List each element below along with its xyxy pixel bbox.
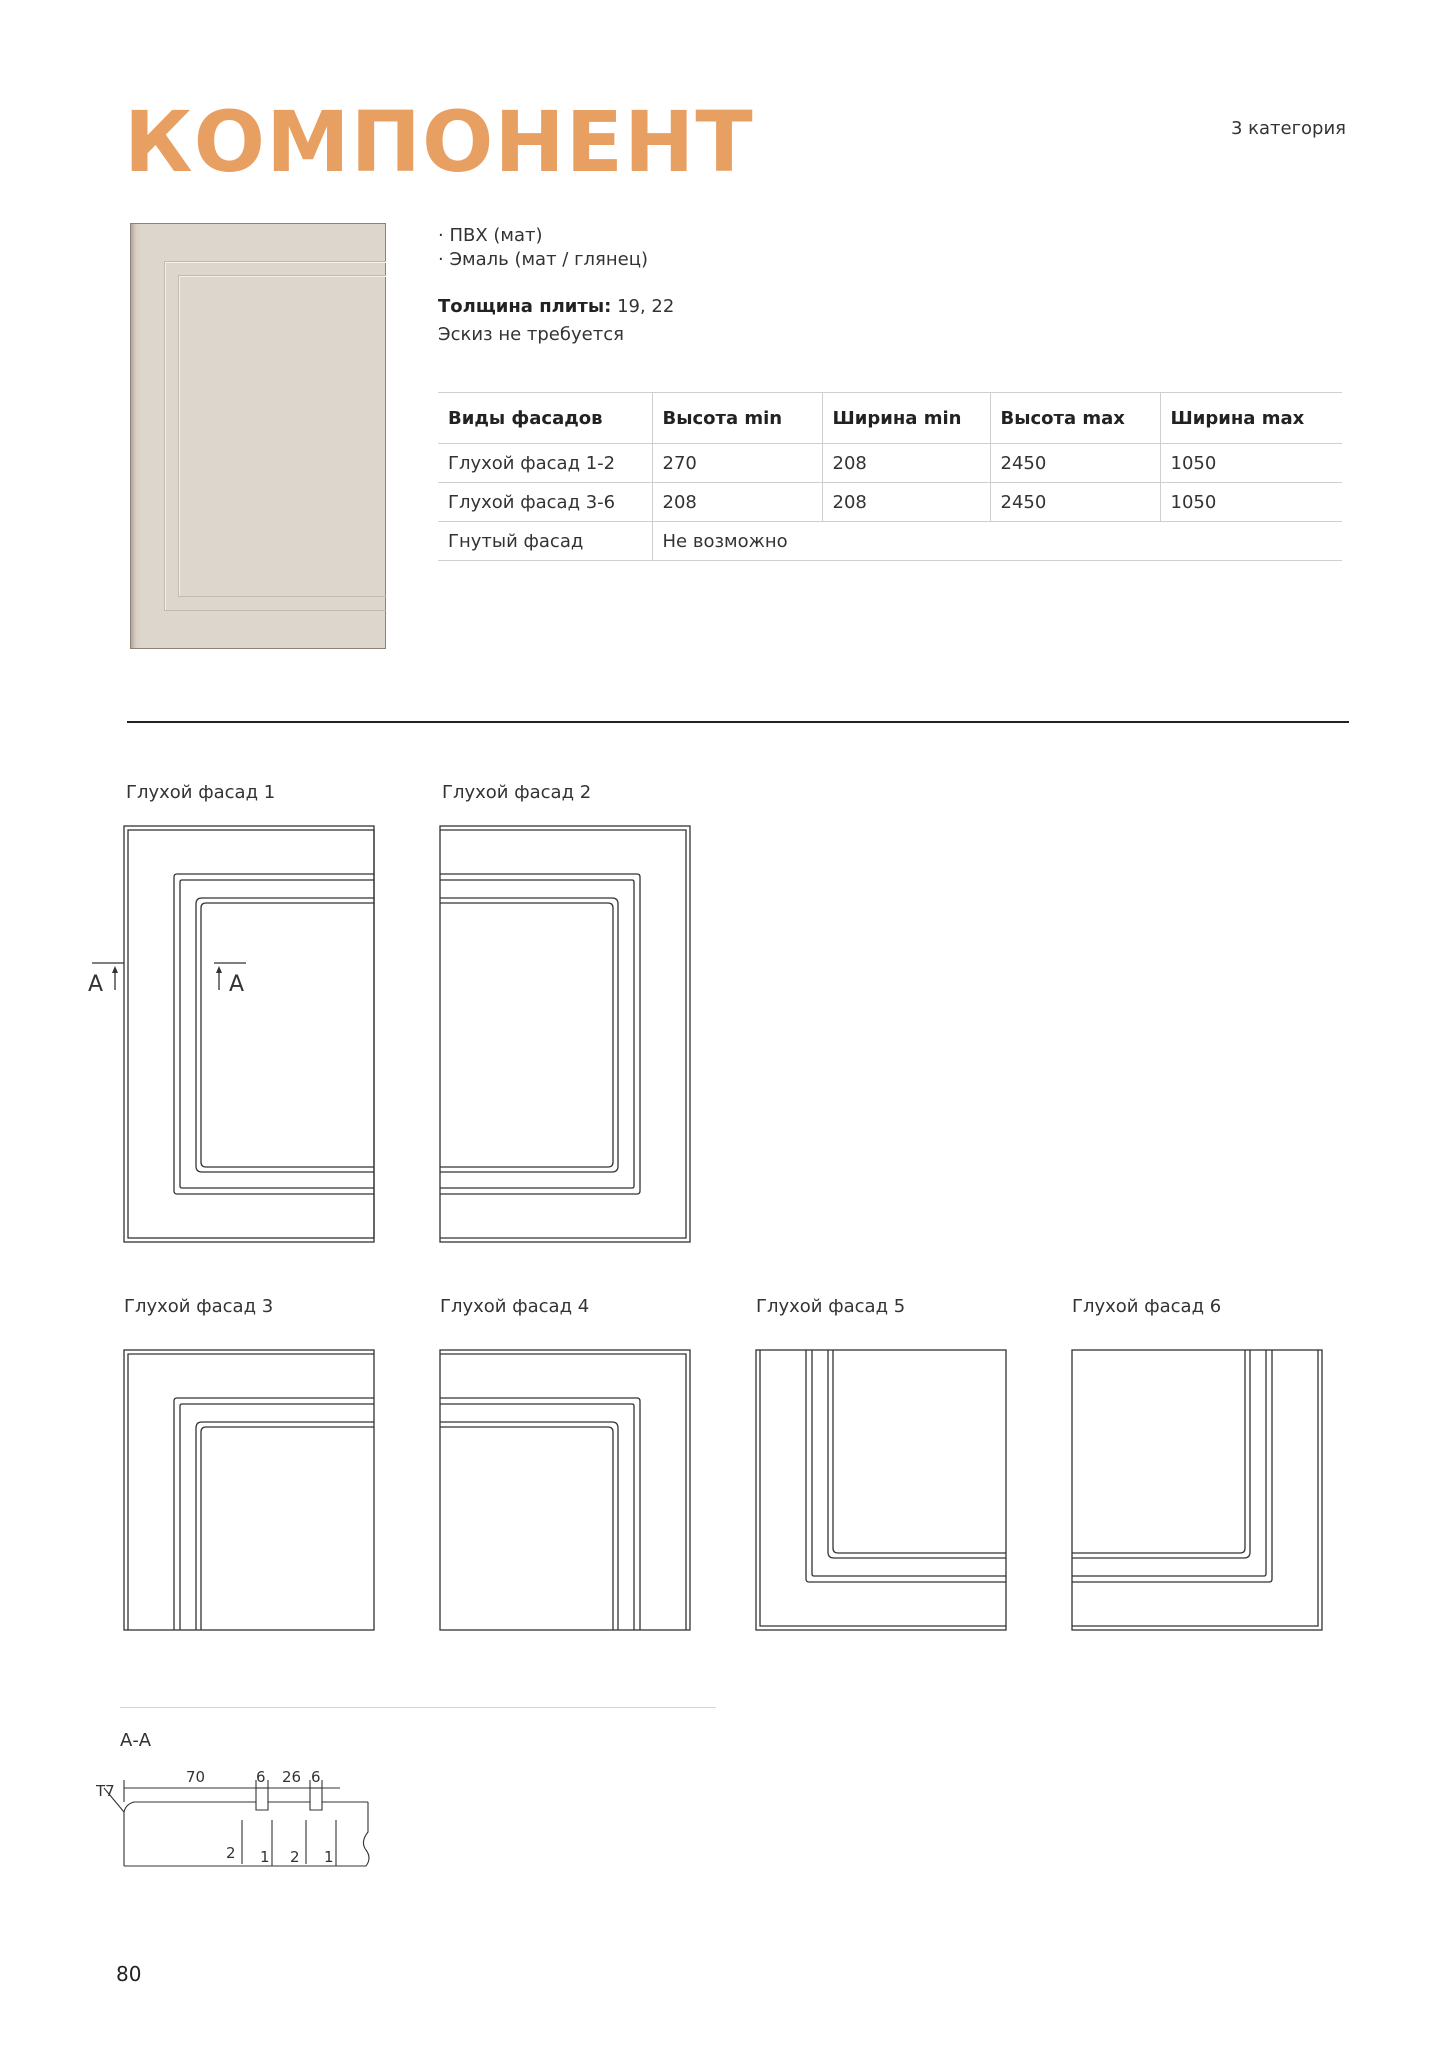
facade-5-drawing [756, 1350, 1006, 1630]
thickness-label: Толщина плиты: [438, 296, 612, 317]
dim-6b: 6 [311, 1770, 321, 1786]
facade-4-drawing [440, 1350, 690, 1630]
table-cell: 1050 [1160, 444, 1342, 483]
section-marker: A [229, 972, 245, 997]
column-header: Высота max [990, 393, 1160, 444]
table-cell: 2450 [990, 444, 1160, 483]
table-cell: 208 [822, 444, 990, 483]
table-cell: Глухой фасад 1-2 [438, 444, 652, 483]
dim-t7: T7 [96, 1782, 115, 1800]
dim-6a: 6 [256, 1770, 266, 1786]
dim-2b: 2 [290, 1848, 300, 1866]
section-marker: A [88, 972, 104, 997]
facade-6-drawing [1072, 1350, 1322, 1630]
material-item: · ПВХ (мат) [438, 225, 543, 246]
column-header: Ширина min [822, 393, 990, 444]
material-item: · Эмаль (мат / глянец) [438, 249, 648, 270]
facade-2-drawing [440, 826, 690, 1242]
dim-70: 70 [186, 1770, 206, 1786]
facade-3-drawing [124, 1350, 374, 1630]
table-cell: Глухой фасад 3-6 [438, 483, 652, 522]
table-cell: 208 [822, 483, 990, 522]
section-title: А-А [120, 1730, 152, 1751]
page-title: КОМПОНЕНТ [124, 93, 754, 191]
page-number: 80 [116, 1962, 142, 1986]
table-cell: Гнутый фасад [438, 522, 652, 561]
dim-1b: 1 [324, 1848, 334, 1866]
drawing-caption: Глухой фасад 1 [126, 782, 276, 803]
table-cell: Не возможно [652, 522, 1342, 561]
section-rule [120, 1707, 716, 1708]
drawing-caption: Глухой фасад 5 [756, 1296, 906, 1317]
sketch-note: Эскиз не требуется [438, 324, 624, 345]
table-cell: 2450 [990, 483, 1160, 522]
thickness-value: 19, 22 [611, 296, 675, 317]
facade-1-drawing [92, 826, 374, 1242]
column-header: Виды фасадов [438, 393, 652, 444]
table-cell: 270 [652, 444, 822, 483]
drawing-caption: Глухой фасад 2 [442, 782, 592, 803]
column-header: Высота min [652, 393, 822, 444]
dim-2a: 2 [226, 1844, 236, 1862]
profile-section-drawing [90, 1770, 390, 1880]
table-cell: 208 [652, 483, 822, 522]
column-header: Ширина max [1160, 393, 1342, 444]
dim-26: 26 [282, 1770, 302, 1786]
dim-1a: 1 [260, 1848, 270, 1866]
drawing-caption: Глухой фасад 3 [124, 1296, 274, 1317]
table-cell: 1050 [1160, 483, 1342, 522]
drawing-caption: Глухой фасад 6 [1072, 1296, 1222, 1317]
category-label: 3 категория [1230, 118, 1346, 139]
drawing-caption: Глухой фасад 4 [440, 1296, 590, 1317]
